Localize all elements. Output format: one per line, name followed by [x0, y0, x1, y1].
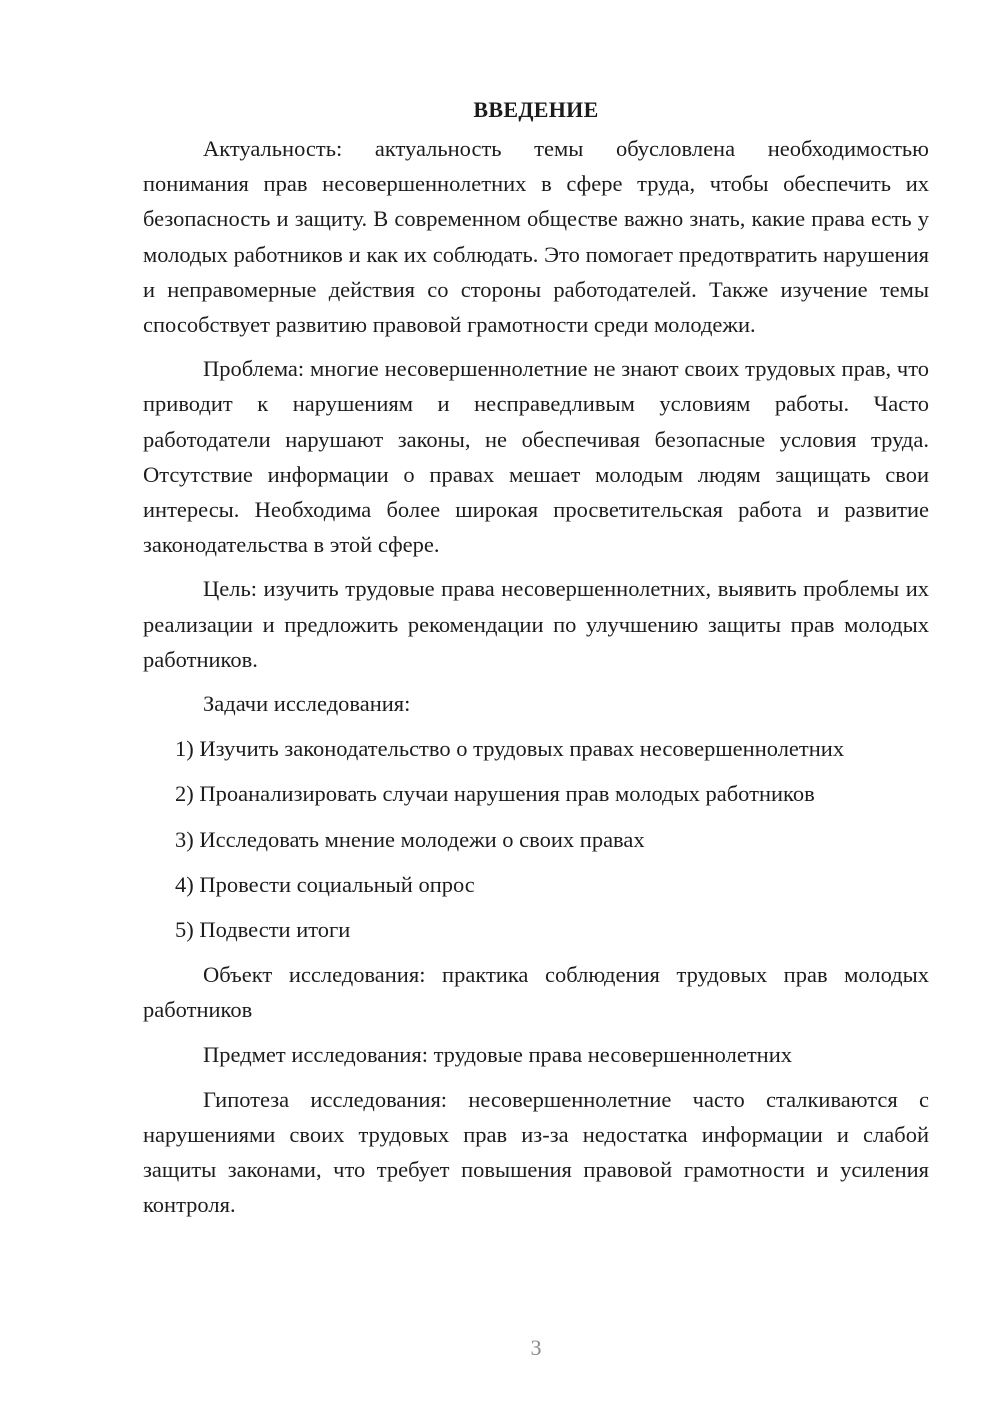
task-item: 1) Изучить законодательство о трудовых правах несовершеннолетних — [175, 736, 845, 762]
document-page — [143, 95, 929, 1232]
task-item: 4) Провести социальный опрос — [175, 871, 475, 897]
hypothesis-paragraph: Гипотеза исследования: несовершеннолетние часто сталкиваются с нарушениями своих трудовых прав из-за недостатка информации и слабой защиты законами, что требует повышения правовой грамотности и усиления контроля. — [143, 1086, 929, 1218]
subject-paragraph: Предмет исследования: трудовые права несовершеннолетних — [203, 1041, 793, 1067]
problem-paragraph: Проблема: многие несовершеннолетние не знают своих трудовых прав, что приводит к нарушениям и несправедливым условиям работы. Часто работодатели нарушают законы, не обеспечивая безопасные условия труда. Отсутствие информации о правах мешает молодым людям защищать свои интересы. Необходима более широкая просветительская работа и развитие законодательства в этой сфере. — [143, 356, 929, 558]
relevance-paragraph: Актуальность: актуальность темы обусловлена необходимостью понимания прав несовершеннолетних в сфере труда, чтобы обеспечить их безопасность и защиту. В современном обществе важно знать, какие права есть у молодых работников и как их соблюдать. Это помогает предотвратить нарушения и неправомерные действия со стороны работодателей. Также изучение темы способствует развитию правовой грамотности среди молодежи. — [143, 136, 929, 338]
tasks-heading: Задачи исследования: — [203, 691, 411, 717]
object-paragraph: Объект исследования: практика соблюдения трудовых прав молодых работников — [143, 962, 929, 1023]
page-title: ВВЕДЕНИЕ — [473, 97, 599, 122]
tasks-list — [143, 731, 929, 947]
task-item: 5) Подвести итоги — [175, 917, 351, 943]
page-number: 3 — [530, 1335, 542, 1360]
task-item: 3) Исследовать мнение молодежи о своих правах — [175, 826, 645, 852]
task-item: 2) Проанализировать случаи нарушения прав молодых работников — [175, 781, 815, 807]
goal-paragraph: Цель: изучить трудовые права несовершеннолетних, выявить проблемы их реализации и предложить рекомендации по улучшению защиты прав молодых работников. — [143, 576, 929, 672]
